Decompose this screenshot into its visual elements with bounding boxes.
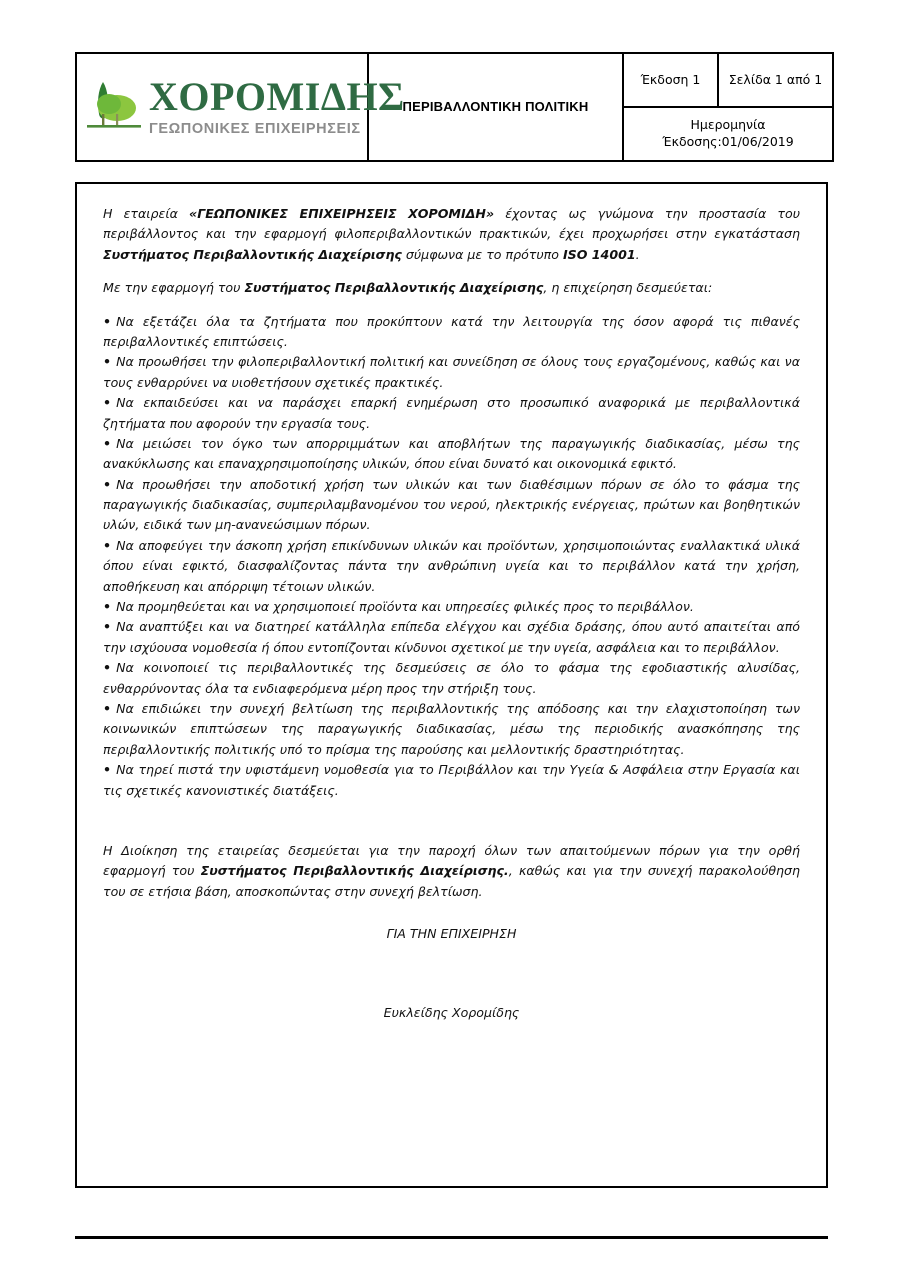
signature-space: [103, 945, 800, 1003]
bullet-icon: •: [103, 476, 112, 492]
bullet-icon: •: [103, 762, 112, 778]
intro-standard: ISO 14001: [562, 246, 636, 262]
bullet-icon: •: [103, 395, 112, 411]
intro-mid2: σύμφωνα με το πρότυπο: [401, 246, 563, 262]
list-item: [103, 393, 800, 434]
bullet-icon: •: [103, 537, 112, 553]
list-item: [103, 760, 800, 801]
spacer: [103, 801, 800, 841]
logo-text-block: [149, 74, 405, 138]
list-item-text: Να αποφεύγει την άσκοπη χρήση επικίνδυνων υλικών και προϊόντων, χρησιμοποιώντας εναλλακτικά υλικά όπου είναι εφικτό, διασφαλίζοντας πάντα την ανθρώπινη υγεία και το περιβάλλον κατά την χρήση, αποθήκευση και απόρριψη τέτοιων υλικών.: [103, 537, 800, 594]
closing-system-name: Συστήματος Περιβαλλοντικής Διαχείρισης.: [200, 863, 509, 879]
list-item-text: Να επιδιώκει την συνεχή βελτίωση της περιβαλλοντικής της απόδοσης και την ελαχιστοποίηση των κοινωνικών επιπτώσεων της παραγωγικής διαδικασίας, μέσω της περιοδικής ανασκόπησης της περιβαλλοντικής πολιτικής υπό το πρίσμα της παρούσης και μελλοντικής δραστηριότητας.: [103, 700, 800, 757]
commitment-lead-paragraph: [103, 278, 800, 298]
closing-paragraph: [103, 841, 800, 902]
issue-date-value: Έκδοσης:01/06/2019: [662, 134, 794, 149]
intro-company-name: «ΓΕΩΠΟΝΙΚΕΣ ΕΠΙΧΕΙΡΗΣΕΙΣ ΧΟΡΟΜΙΔΗ»: [189, 206, 495, 221]
bullet-icon: •: [103, 354, 112, 370]
bullet-icon: •: [103, 700, 112, 716]
bullet-icon: •: [103, 435, 112, 451]
bullet-icon: •: [103, 619, 112, 635]
intro-pre: Η εταιρεία: [103, 206, 190, 221]
list-item-text: Να εκπαιδεύσει και να παράσχει επαρκή ενημέρωση στο προσωπικό αναφορικά με περιβαλλοντικά ζητήματα που αφορούν την εργασία τους.: [103, 395, 800, 431]
policy-content-box: [75, 182, 828, 1188]
document-title-cell: [368, 53, 623, 161]
company-logo: [77, 74, 405, 138]
commit-pre: Με την εφαρμογή του: [103, 280, 245, 296]
version-label: Έκδοση 1: [640, 72, 701, 87]
list-item: [103, 699, 800, 760]
document-title: ΠΕΡΙΒΑΛΛΟΝΤΙΚΗ ΠΟΛΙΤΙΚΗ: [402, 99, 589, 114]
commit-system-name: Συστήματος Περιβαλλοντικής Διαχείρισης: [244, 280, 544, 296]
intro-mid: έχοντας ως γνώμονα την προστασία του περιβάλλοντος και την εφαρμογή φιλοπεριβαλλοντικών πρακτικών, έχει προχωρήσει στην εγκατάσταση: [103, 206, 801, 242]
list-item-text: Να μειώσει τον όγκο των απορριμμάτων και αποβλήτων της παραγωγικής διαδικασίας, μέσω της ανακύκλωσης και επαναχρησιμοποίησης υλικών, όπου είναι δυνατό και οικονομικά εφικτό.: [103, 435, 800, 472]
list-item: [103, 617, 800, 658]
version-cell: [623, 53, 718, 107]
list-item-text: Να προωθήσει την φιλοπεριβαλλοντική πολιτική και συνείδηση σε όλους τους εργαζομένους, καθώς και να τους ενθαρρύνει να υιοθετήσουν σχετικές πρακτικές.: [103, 354, 800, 390]
issue-date-cell: [623, 107, 833, 161]
signatory-name: Ευκλείδης Χορομίδης: [383, 1004, 520, 1020]
tree-logo-icon: [83, 76, 145, 138]
list-item: [103, 352, 800, 393]
commitment-list: [103, 312, 800, 801]
closing-pre: Η Διοίκηση της εταιρείας δεσμεύεται για την παροχή όλων των απαιτούμενων πόρων για την ορθή εφαρμογή του: [103, 842, 800, 879]
intro-end: .: [635, 246, 640, 262]
list-item: [103, 658, 800, 699]
list-item: [103, 312, 800, 353]
footer-divider: [75, 1236, 828, 1239]
commit-post: , η επιχείρηση δεσμεύεται:: [543, 280, 713, 296]
page-number-cell: [718, 53, 833, 107]
document-header-table: [75, 52, 834, 162]
list-item-text: Να εξετάζει όλα τα ζητήματα που προκύπτουν κατά την λειτουργία της όσον αφορά τις πιθανές περιβαλλοντικές επιπτώσεις.: [103, 313, 800, 349]
list-item: [103, 475, 800, 536]
bullet-icon: •: [103, 660, 112, 676]
logo-company-tagline: ΓΕΩΠΟΝΙΚΕΣ ΕΠΙΧΕΙΡΗΣΕΙΣ: [149, 121, 361, 138]
list-item-text: Να κοινοποιεί τις περιβαλλοντικές της δεσμεύσεις σε όλο το φάσμα της εφοδιαστικής αλυσίδας, ενθαρρύνοντας όλα τα ενδιαφερόμενα μέρη προς την στήριξη τους.: [103, 660, 800, 696]
list-item: [103, 536, 800, 597]
policy-body: [103, 204, 800, 1023]
intro-system-name: Συστήματος Περιβαλλοντικής Διαχείρισης: [103, 246, 402, 262]
logo-cell: [76, 53, 405, 161]
list-item: [103, 597, 800, 617]
issue-date-label: Ημερομηνία: [690, 117, 766, 133]
signature-heading: ΓΙΑ ΤΗΝ ΕΠΙΧΕΙΡΗΣΗ: [386, 926, 517, 942]
list-item-text: Να προμηθεύεται και να χρησιμοποιεί προϊόντα και υπηρεσίες φιλικές προς το περιβάλλον.: [116, 599, 694, 615]
bullet-icon: •: [103, 313, 112, 329]
logo-company-name: ΧΟΡΟΜΙΔΗΣ: [149, 74, 405, 120]
spacer: [103, 902, 800, 924]
bullet-icon: •: [103, 599, 112, 615]
list-item-text: Να προωθήσει την αποδοτική χρήση των υλικών και των διαθέσιμων πόρων σε όλο το φάσμα της παραγωγικής διαδικασίας, συμπεριλαμβανομένου του νερού, ηλεκτρικής ενέργειας, πρώτων και βοηθητικών υλών, ειδικά των μη-ανανεώσιμων πόρων.: [103, 476, 800, 533]
page-number-label: Σελίδα 1 από 1: [728, 72, 823, 87]
intro-paragraph: [103, 204, 800, 265]
list-item-text: Να αναπτύξει και να διατηρεί κατάλληλα επίπεδα ελέγχου και σχέδια δράσης, όπου αυτό απαιτείται από την ισχύουσα νομοθεσία ή όπου εντοπίζονται κίνδυνοι σχετικοί με την υγεία, ασφάλεια και το περιβάλλον.: [103, 619, 800, 655]
list-item-text: Να τηρεί πιστά την υφιστάμενη νομοθεσία για το Περιβάλλον και την Υγεία & Ασφάλεια στην Εργασία και τις σχετικές κανονιστικές διατάξεις.: [103, 762, 800, 798]
closing-post: , καθώς και για την συνεχή παρακολούθηση του σε ετήσια βάση, αποσκοπώντας στην συνεχή βελτίωση.: [103, 863, 801, 899]
list-item: [103, 434, 800, 475]
